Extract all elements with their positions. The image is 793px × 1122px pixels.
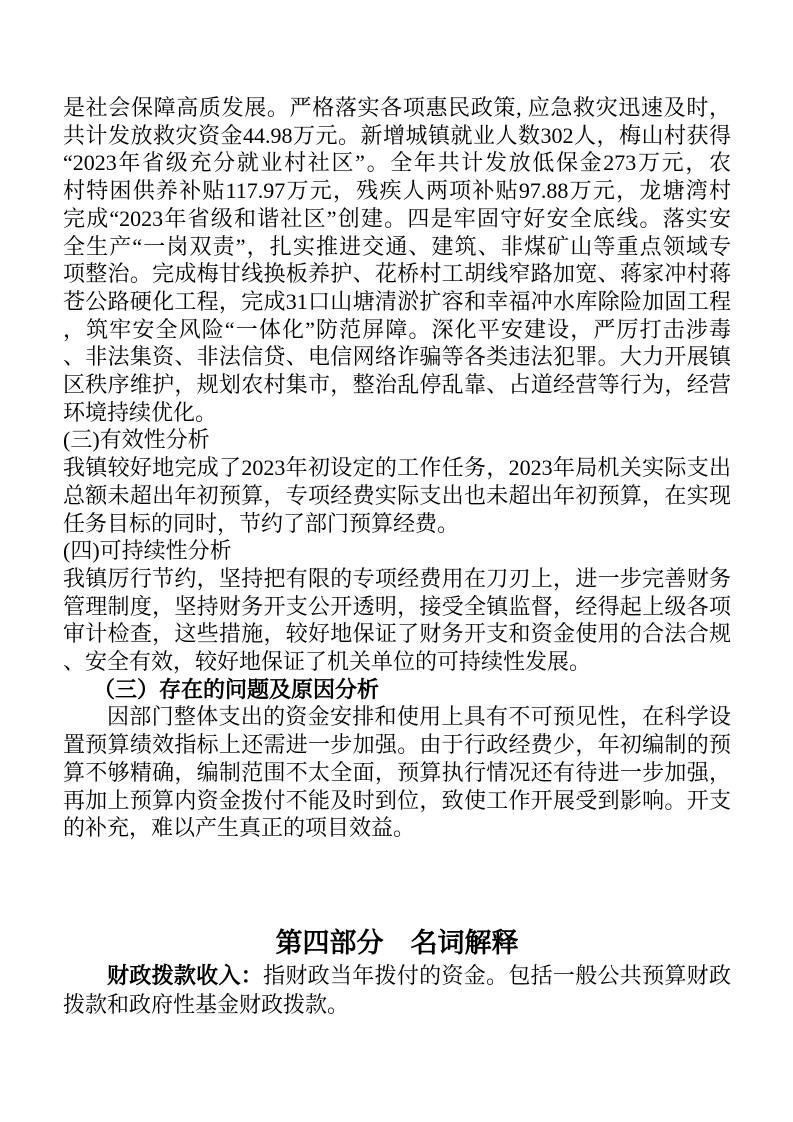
- body-line: 、非法集资、非法信贷、电信网络诈骗等各类违法犯罪。大力开展镇: [63, 344, 731, 370]
- term-fiscal-appropriation-income: 财政拨款收入：: [107, 962, 264, 988]
- body-line: 项整治。完成梅甘线换板养护、花桥村工胡线窄路加宽、蒋家冲村蒋: [63, 261, 731, 287]
- body-line: ，筑牢安全风险“一体化”防范屏障。深化平安建设，严厉打击涉毒: [63, 316, 731, 342]
- body-line: 环境持续优化。: [63, 399, 218, 425]
- body-line: 管理制度，坚持财务开支公开透明，接受全镇监督，经得起上级各项: [63, 593, 731, 619]
- body-line: 是社会保障高质发展。严格落实各项惠民政策, 应急救灾迅速及时，: [63, 95, 731, 120]
- body-line: 因部门整体支出的资金安排和使用上具有不可预见性，在科学设: [107, 704, 731, 730]
- body-line: “2023年省级充分就业村社区”。全年共计发放低保金273万元，农: [63, 150, 731, 176]
- body-line: 置预算绩效指标上还需进一步加强。由于行政经费少，年初编制的预: [63, 732, 731, 758]
- subheading-effectiveness-analysis: (三)有效性分析: [63, 427, 210, 453]
- heading-problems-and-causes-analysis: （三）存在的问题及原因分析: [93, 676, 380, 702]
- subheading-sustainability-analysis: (四)可持续性分析: [63, 538, 232, 564]
- body-line: 再加上预算内资金拨付不能及时到位，致使工作开展受到影响。开支: [63, 787, 731, 813]
- body-line: 村特困供养补贴117.97万元，残疾人两项补贴97.88万元，龙塘湾村: [63, 178, 731, 204]
- body-line: 完成“2023年省级和谐社区”创建。四是牢固守好安全底线。落实安: [63, 205, 731, 231]
- term-definition-continued: 拨款和政府性基金财政拨款。: [63, 991, 350, 1017]
- body-line: 、安全有效，较好地保证了机关单位的可持续性发展。: [63, 649, 592, 675]
- body-line: 全生产“一岗双责”，扎实推进交通、建筑、非煤矿山等重点领域专: [63, 233, 731, 259]
- body-line: 审计检查，这些措施，较好地保证了财务开支和资金使用的合法合规: [63, 621, 731, 647]
- term-definition-line: [63, 961, 731, 990]
- body-line: 我镇较好地完成了2023年初设定的工作任务，2023年局机关实际支出: [63, 455, 731, 481]
- body-line: 任务目标的同时，节约了部门预算经费。: [63, 510, 460, 536]
- body-line: 区秩序维护，规划农村集市，整治乱停乱靠、占道经营等行为，经营: [63, 372, 731, 398]
- body-line: 算不够精确，编制范围不太全面，预算执行情况还有待进一步加强，: [63, 759, 731, 785]
- report-body: [63, 94, 731, 1019]
- body-line: 总额未超出年初预算，专项经费实际支出也未超出年初预算，在实现: [63, 482, 731, 508]
- body-line: 的补充，难以产生真正的项目效益。: [63, 815, 416, 841]
- part4-title: 第四部分 名词解释: [275, 927, 519, 958]
- term-definition: 指财政当年拨付的资金。包括一般公共预算财政: [263, 962, 731, 988]
- body-line: 苍公路硬化工程，完成31口山塘清淤扩容和幸福冲水库除险加固工程: [63, 288, 731, 314]
- body-line: 共计发放救灾资金44.98万元。新增城镇就业人数302人，梅山村获得: [63, 122, 731, 148]
- body-line: 我镇厉行节约，坚持把有限的专项经费用在刀刃上，进一步完善财务: [63, 565, 731, 591]
